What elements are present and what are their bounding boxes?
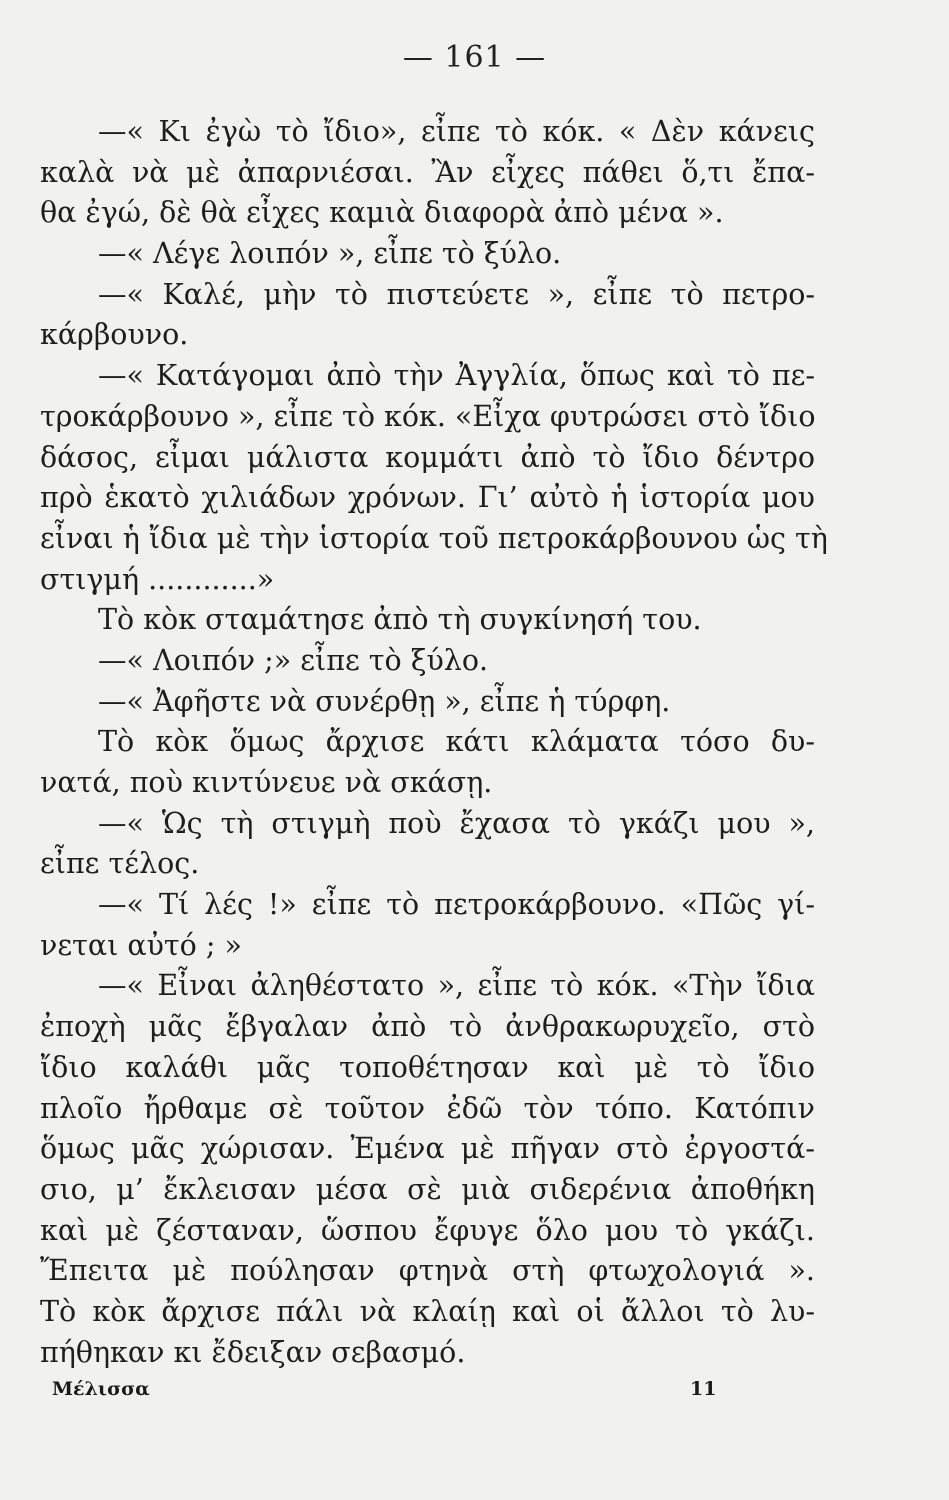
text-line: καλὰ νὰ μὲ ἀπαρνιέσαι. Ἂν εἶχες πάθει ὅ,τι ἔπα-	[40, 155, 815, 189]
text-line: δάσος, εἶμαι μάλιστα κομμάτι ἀπὸ τὸ ἴδιο δέντρο	[40, 440, 815, 474]
text-line: —« Καλέ, μὴν τὸ πιστεύετε », εἶπε τὸ πετρο-	[98, 277, 815, 311]
sheet-number: 11	[690, 1378, 717, 1400]
text-line: νατά, ποὺ κιντύνευε νὰ σκάσῃ.	[40, 766, 493, 799]
body-text	[40, 112, 828, 1373]
text-line: καὶ μὲ ζέσταναν, ὥσπου ἔφυγε ὅλο μου τὸ γκάζι.	[40, 1213, 815, 1247]
text-line: —« Λοιπόν ;» εἶπε τὸ ξύλο.	[98, 643, 489, 677]
text-line: θα ἐγώ, δὲ θὰ εἶχες καμιὰ διαφορὰ ἀπὸ μένα ».	[40, 196, 724, 230]
text-line: πλοῖο ἤρθαμε σὲ τοῦτον ἐδῶ τὸν τόπο. Κατόπιν	[40, 1091, 815, 1125]
text-line: πήθηκαν κι ἔδειξαν σεβασμό.	[40, 1335, 466, 1369]
text-line: —« Τί λές !» εἶπε τὸ πετροκάρβουνο. «Πῶς γί-	[98, 888, 815, 922]
text-line: Ἔπειτα μὲ πούλησαν φτηνὰ στὴ φτωχολογιά ».	[40, 1254, 815, 1288]
text-line: ἐποχὴ μᾶς ἔβγαλαν ἀπὸ τὸ ἀνθρακωρυχεῖο, στὸ	[40, 1010, 815, 1044]
page-footer	[0, 1378, 949, 1408]
text-line: Τὸ κὸκ ἄρχισε πάλι νὰ κλαίῃ καὶ οἱ ἄλλοι τὸ λυ-	[40, 1294, 815, 1328]
text-line: —« Κατάγομαι ἀπὸ τὴν Ἀγγλία, ὅπως καὶ τὸ πε-	[98, 359, 815, 393]
text-line: κάρβουνο.	[40, 318, 189, 352]
page-number: — 161 —	[402, 40, 547, 75]
text-line: σιο, μ’ ἔκλεισαν μέσα σὲ μιὰ σιδερένια ἀποθήκη	[40, 1172, 815, 1206]
printer-signature: Μέλισσα	[52, 1378, 150, 1400]
text-line: Τὸ κὸκ ὅμως ἄρχισε κάτι κλάματα τόσο δυ-	[98, 725, 815, 759]
text-line: —« Λέγε λοιπόν », εἶπε τὸ ξύλο.	[98, 237, 562, 271]
text-line: εἶπε τέλος.	[40, 847, 200, 881]
text-line: —« Κι ἐγὼ τὸ ἴδιο», εἶπε τὸ κόκ. « Δὲν κάνεις	[98, 115, 815, 148]
text-line: —« Ἀφῆστε νὰ συνέρθῃ », εἶπε ἡ τύρφη.	[98, 684, 671, 718]
text-line: —« Εἶναι ἀληθέστατο », εἶπε τὸ κόκ. «Τὴν ἴδια	[98, 969, 815, 1003]
text-line: ὅμως μᾶς χώρισαν. Ἐμένα μὲ πῆγαν στὸ ἐργοστά-	[40, 1132, 815, 1166]
text-line: —« Ὡς τὴ στιγμὴ ποὺ ἔχασα τὸ γκάζι μου »,	[98, 806, 815, 840]
text-line: Τὸ κὸκ σταμάτησε ἀπὸ τὴ συγκίνησή του.	[98, 603, 702, 637]
text-line: ἴδιο καλάθι μᾶς τοποθέτησαν καὶ μὲ τὸ ἴδιο	[40, 1050, 815, 1084]
text-line: νεται αὐτό ; »	[40, 928, 242, 962]
text-line: στιγμή ............»	[40, 562, 275, 596]
text-line: πρὸ ἑκατὸ χιλιάδων χρόνων. Γι’ αὐτὸ ἡ ἱστορία μου	[40, 481, 815, 515]
text-line: τροκάρβουνο », εἶπε τὸ κόκ. «Εἶχα φυτρώσει στὸ ἴδιο	[40, 399, 816, 433]
text-line: εἶναι ἡ ἴδια μὲ τὴν ἱστορία τοῦ πετροκάρβουνου ὡς τὴ	[40, 521, 828, 555]
